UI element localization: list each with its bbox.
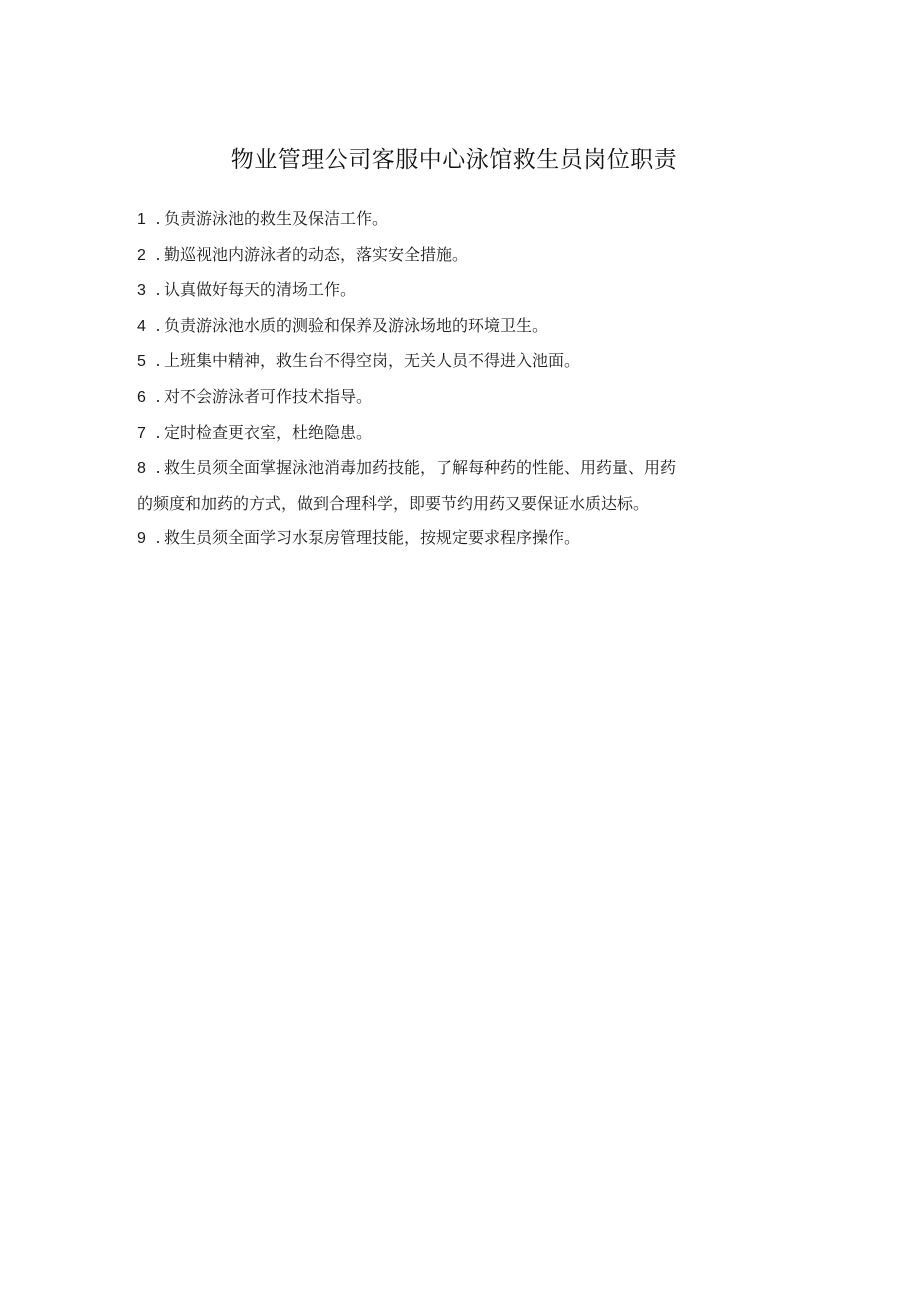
list-item <box>137 457 787 515</box>
list-item <box>137 386 787 409</box>
item-number: 3 <box>137 282 146 300</box>
item-dot: . <box>155 209 161 228</box>
list-item <box>137 422 787 445</box>
item-number: 1 <box>137 211 146 228</box>
item-text: 救生员须全面学习水泵房管理技能，按规定要求程序操作。 <box>164 528 581 548</box>
item-number: 4 <box>137 317 146 335</box>
list-item <box>137 527 787 550</box>
item-dot: . <box>155 315 161 335</box>
item-number: 7 <box>137 424 146 442</box>
item-dot: . <box>155 458 161 478</box>
item-dot: . <box>155 422 161 442</box>
item-number: 8 <box>137 460 146 478</box>
list-item <box>137 279 787 302</box>
item-text: 上班集中精神，救生台不得空岗，无关人员不得进入池面。 <box>164 351 581 371</box>
document-title: 物业管理公司客服中心泳馆救生员岗位职责 <box>230 147 678 173</box>
item-number: 2 <box>137 246 146 264</box>
list-item <box>137 350 787 373</box>
item-dot: . <box>155 386 161 406</box>
item-dot: . <box>155 280 161 300</box>
item-text: 认真做好每天的清场工作。 <box>164 280 357 300</box>
item-text: 救生员须全面掌握泳池消毒加药技能，了解每种药的性能、用药量、用药 <box>164 458 677 478</box>
item-dot: . <box>155 528 161 548</box>
item-text: 定时检查更衣室，杜绝隐患。 <box>164 422 373 442</box>
item-number: 5 <box>137 353 146 371</box>
item-text-continuation: 的频度和加药的方式，做到合理科学，即要节约用药又要保证水质达标。 <box>137 493 650 513</box>
item-text: 对不会游泳者可作技术指导。 <box>164 386 373 406</box>
list-item <box>137 208 787 231</box>
list-item <box>137 244 787 267</box>
item-text: 勤巡视池内游泳者的动态，落实安全措施。 <box>164 244 469 264</box>
item-dot: . <box>155 351 161 371</box>
item-dot: . <box>155 244 161 264</box>
item-number: 6 <box>137 388 146 406</box>
duty-list <box>137 208 787 563</box>
item-text: 负责游泳池的救生及保洁工作。 <box>164 209 389 228</box>
item-text: 负责游泳池水质的测验和保养及游泳场地的环境卫生。 <box>164 315 549 335</box>
list-item <box>137 315 787 338</box>
item-number: 9 <box>137 530 146 548</box>
